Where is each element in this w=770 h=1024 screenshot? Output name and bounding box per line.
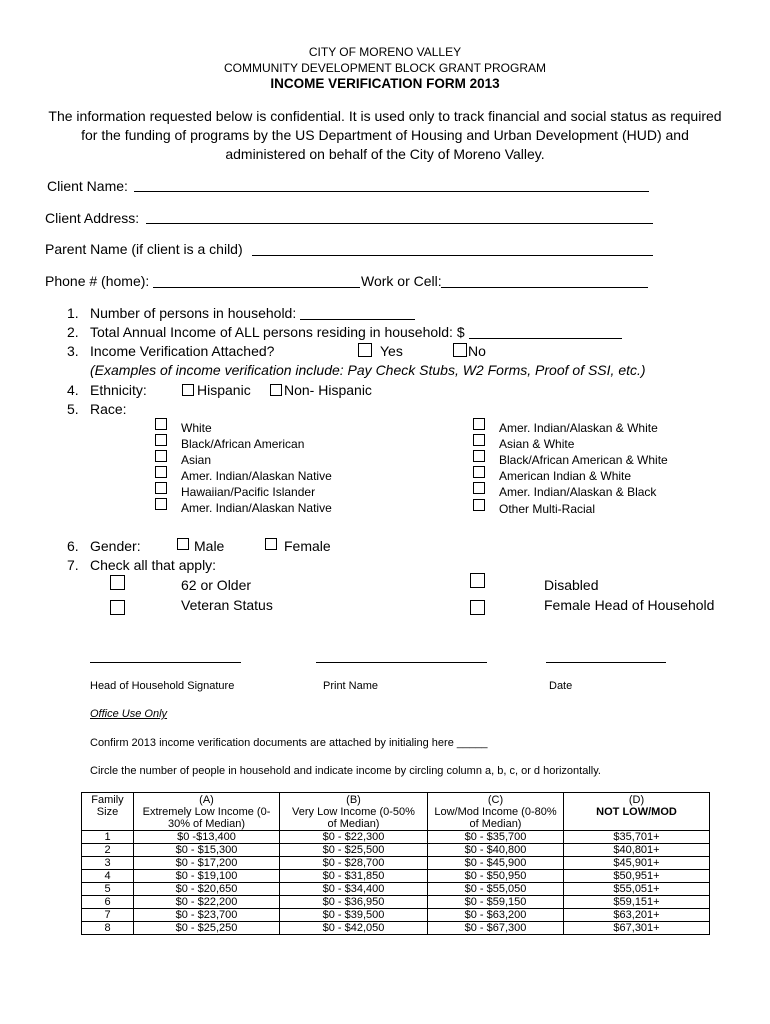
race-white-checkbox[interactable]	[155, 418, 167, 430]
q2-label: Total Annual Income of ALL persons residing in household: $	[90, 324, 465, 340]
q4-number: 4.	[67, 382, 79, 398]
female-checkbox[interactable]	[265, 538, 277, 550]
table-row[interactable]: 3 $0 - $17,200 $0 - $28,700 $0 - $45,900 $45,901+	[82, 857, 710, 870]
age-62-checkbox[interactable]	[110, 575, 125, 590]
verification-no-checkbox[interactable]	[453, 343, 467, 357]
race-indian-white-label: Amer. Indian/Alaskan & White	[499, 421, 658, 435]
q3-label: Income Verification Attached?	[90, 343, 275, 359]
veteran-label: Veteran Status	[181, 597, 273, 613]
race-asian-checkbox[interactable]	[155, 450, 167, 462]
table-row[interactable]: 5 $0 - $20,650 $0 - $34,400 $0 - $55,050 $55,051+	[82, 883, 710, 896]
race-amer-indian-2-checkbox[interactable]	[155, 498, 167, 510]
q7-number: 7.	[67, 557, 79, 573]
disabled-checkbox[interactable]	[470, 573, 485, 588]
print-name-line[interactable]	[316, 662, 487, 663]
header-col-a: (A) Extremely Low Income (0- 30% of Median)	[134, 793, 280, 831]
q6-label: Gender:	[90, 538, 141, 554]
signature-line[interactable]	[90, 662, 241, 663]
print-name-label: Print Name	[323, 680, 379, 692]
client-name-label: Client Name:	[47, 178, 128, 194]
male-label: Male	[194, 538, 225, 554]
race-multi-racial-checkbox[interactable]	[473, 499, 485, 511]
male-checkbox[interactable]	[177, 538, 189, 550]
date-label: Date	[549, 680, 573, 692]
phone-home-input[interactable]	[153, 287, 360, 288]
q5-number: 5.	[67, 401, 79, 417]
q1-label: Number of persons in household:	[90, 305, 297, 321]
race-black-white-checkbox[interactable]	[473, 450, 485, 462]
work-cell-input[interactable]	[441, 287, 648, 288]
hispanic-checkbox[interactable]	[182, 384, 194, 396]
race-asian-label: Asian	[181, 453, 212, 467]
race-amer-indian-checkbox[interactable]	[155, 466, 167, 478]
table-row[interactable]: 8 $0 - $25,250 $0 - $42,050 $0 - $67,300 $67,301+	[82, 922, 710, 935]
intro-line1: The information requested below is confidential. It is used only to track financial and social status as required	[48, 108, 722, 124]
disabled-label: Disabled	[544, 577, 599, 593]
office-use-title: Office Use Only	[90, 708, 168, 720]
table-row[interactable]: 7 $0 - $23,700 $0 - $39,500 $0 - $63,200 $63,201+	[82, 909, 710, 922]
female-head-label: Female Head of Household	[544, 597, 715, 613]
intro-line3: administered on behalf of the City of Moreno Valley.	[225, 146, 545, 162]
female-head-checkbox[interactable]	[470, 600, 485, 615]
non-hispanic-checkbox[interactable]	[270, 384, 282, 396]
race-hawaiian-checkbox[interactable]	[155, 482, 167, 494]
intro-line2: for the funding of programs by the US Department of Housing and Urban Development (HUD) and	[81, 127, 689, 143]
signature-label: Head of Household Signature	[90, 680, 235, 692]
race-black-checkbox[interactable]	[155, 434, 167, 446]
q1-number: 1.	[67, 305, 79, 321]
client-address-input[interactable]	[146, 223, 653, 224]
yes-label: Yes	[380, 343, 403, 359]
verification-yes-checkbox[interactable]	[358, 343, 372, 357]
date-line[interactable]	[546, 662, 666, 663]
no-label: No	[468, 343, 486, 359]
form-title: INCOME VERIFICATION FORM 2013	[270, 76, 500, 91]
annual-income-input[interactable]	[469, 338, 622, 339]
race-black-white-label: Black/African American & White	[499, 453, 668, 467]
table-row[interactable]: 6 $0 - $22,200 $0 - $36,950 $0 - $59,150 $59,151+	[82, 896, 710, 909]
q4-label: Ethnicity:	[90, 382, 147, 398]
table-row[interactable]: 4 $0 - $19,100 $0 - $31,850 $0 - $50,950 $50,951+	[82, 870, 710, 883]
header-col-d: (D) NOT LOW/MOD	[564, 793, 710, 831]
female-label: Female	[284, 538, 331, 554]
header-col-b: (B) Very Low Income (0-50% of Median)	[280, 793, 428, 831]
q5-label: Race:	[90, 401, 127, 417]
race-hawaiian-label: Hawaiian/Pacific Islander	[181, 485, 316, 499]
header-family-size: Family Size	[82, 793, 134, 831]
race-american-indian-white-label: American Indian & White	[499, 469, 632, 483]
header-col-c: (C) Low/Mod Income (0-80% of Median)	[428, 793, 564, 831]
office-confirm: Confirm 2013 income verification documents are attached by initialing here _____	[90, 737, 488, 749]
q2-number: 2.	[67, 324, 79, 340]
work-cell-label: Work or Cell:	[361, 273, 442, 289]
race-white-label: White	[181, 421, 212, 435]
race-amer-indian-label: Amer. Indian/Alaskan Native	[181, 469, 332, 483]
race-indian-black-checkbox[interactable]	[473, 482, 485, 494]
table-row[interactable]: 2 $0 - $15,300 $0 - $25,500 $0 - $40,800 $40,801+	[82, 844, 710, 857]
household-size-input[interactable]	[300, 319, 415, 320]
race-black-label: Black/African American	[181, 437, 305, 451]
q7-label: Check all that apply:	[90, 557, 217, 573]
race-amer-indian-2-label: Amer. Indian/Alaskan Native	[181, 501, 332, 515]
hispanic-label: Hispanic	[197, 382, 251, 398]
q3-number: 3.	[67, 343, 79, 359]
q6-number: 6.	[67, 538, 79, 554]
race-asian-white-checkbox[interactable]	[473, 434, 485, 446]
income-table	[81, 792, 710, 935]
age-62-label: 62 or Older	[181, 577, 252, 593]
header-line1: CITY OF MORENO VALLEY	[308, 45, 462, 59]
client-address-label: Client Address:	[45, 210, 140, 226]
office-circle-instruction: Circle the number of people in household and indicate income by circling column a, b, c, or d horizontally.	[90, 765, 601, 777]
non-hispanic-label: Non- Hispanic	[284, 382, 372, 398]
race-multi-racial-label: Other Multi-Racial	[499, 502, 596, 516]
veteran-checkbox[interactable]	[110, 600, 125, 615]
race-american-indian-white-checkbox[interactable]	[473, 466, 485, 478]
client-name-input[interactable]	[134, 191, 649, 192]
table-row[interactable]: 1 $0 -$13,400 $0 - $22,300 $0 - $35,700 $35,701+	[82, 831, 710, 844]
race-indian-white-checkbox[interactable]	[473, 418, 485, 430]
race-asian-white-label: Asian & White	[499, 437, 575, 451]
race-indian-black-label: Amer. Indian/Alaskan & Black	[499, 485, 657, 499]
header-line2: COMMUNITY DEVELOPMENT BLOCK GRANT PROGRAM	[223, 61, 547, 75]
verification-examples: (Examples of income verification include: Pay Check Stubs, W2 Forms, Proof of SSI, etc.)	[90, 362, 646, 378]
phone-home-label: Phone # (home):	[45, 273, 150, 289]
table-header-row	[82, 793, 710, 831]
parent-name-label: Parent Name (if client is a child)	[45, 241, 243, 257]
parent-name-input[interactable]	[252, 255, 653, 256]
